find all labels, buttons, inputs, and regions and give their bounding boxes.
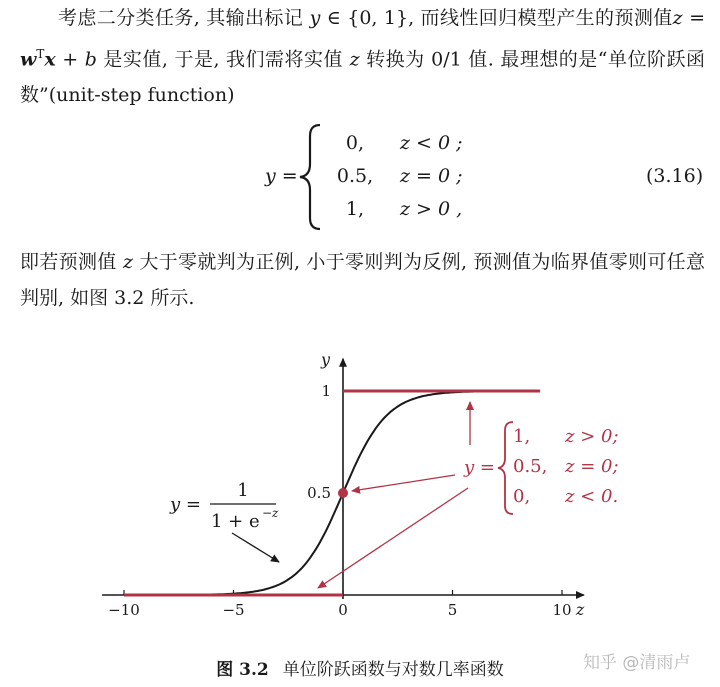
- math-set: ∈ {0, 1}: [320, 7, 409, 29]
- math-z: z: [123, 251, 134, 273]
- text-run: 即若预测值: [20, 251, 123, 273]
- text-run: 考虑二分类任务, 其输出标记: [58, 7, 310, 29]
- sigmoid-formula-denominator: 1 + e: [211, 511, 260, 532]
- x-tick-label: 5: [447, 601, 458, 619]
- text-run: 转换为 0/1 值. 最理想的是“单位阶跃函数”(unit-step function): [20, 48, 705, 107]
- case-value: 0.5,: [336, 165, 374, 187]
- step-case-condition: z > 0;: [565, 426, 619, 447]
- left-brace-icon: [298, 122, 324, 232]
- equation-row: [330, 165, 463, 187]
- math-b: b: [84, 48, 97, 71]
- math-w: w: [20, 48, 37, 71]
- sigmoid-formula-numerator: 1: [237, 480, 249, 501]
- equation-row: [330, 198, 462, 220]
- equation-3-16: [0, 122, 720, 232]
- paragraph-1: [20, 0, 705, 113]
- math-z: z: [349, 48, 360, 71]
- text-run: 大于零就判为正例, 小于零则判为反例, 预测值为临界值零则可任意判别, 如图 3.2 所示.: [20, 251, 705, 309]
- equation-number: (3.16): [646, 165, 704, 187]
- case-value: 1,: [345, 198, 365, 220]
- step-pointer-arrow-lower: [318, 488, 468, 588]
- math-transpose: T: [36, 47, 45, 61]
- math-eq: =: [682, 7, 705, 29]
- watermark: 知乎 @清雨卢: [583, 653, 691, 673]
- sigmoid-formula-lhs: y =: [170, 494, 201, 515]
- equation-row: [330, 132, 463, 154]
- math-z: z: [672, 7, 683, 29]
- math-x: x: [44, 48, 56, 71]
- x-tick-label: 10: [552, 601, 572, 619]
- case-condition: z < 0 ;: [400, 132, 463, 154]
- step-case-value: 0.5,: [513, 456, 548, 477]
- y-tick-label: 1: [321, 382, 331, 400]
- text-run: , 而线性回归模型产生的预测值: [408, 7, 673, 29]
- step-case-value: 0,: [513, 486, 531, 507]
- sigmoid-formula-exponent: −z: [262, 506, 279, 520]
- math-y: y: [309, 7, 321, 29]
- caption-text: 单位阶跃函数与对数几率函数: [282, 660, 504, 680]
- paragraph-2: [20, 244, 705, 316]
- text-run: 是实值, 于是, 我们需将实值: [96, 48, 350, 71]
- step-pointer-arrow-mid: [352, 475, 455, 491]
- math-plus: +: [55, 48, 85, 71]
- x-tick-label: −5: [222, 601, 245, 619]
- case-value: 0,: [345, 132, 365, 154]
- y-axis-label: y: [321, 349, 331, 369]
- step-case-condition: z = 0;: [565, 456, 619, 477]
- x-tick-label: 0: [338, 601, 348, 619]
- step-formula-lhs: y =: [464, 457, 495, 478]
- step-midpoint: [338, 488, 348, 498]
- sigmoid-pointer-arrow: [232, 533, 279, 562]
- caption-label: 图 3.2: [216, 660, 269, 680]
- case-condition: z = 0 ;: [400, 165, 463, 187]
- figure-3-2: [0, 330, 720, 630]
- step-left-brace-icon: [498, 422, 513, 514]
- x-axis-label: z: [575, 600, 585, 619]
- case-condition: z > 0 ,: [400, 198, 463, 220]
- step-case-value: 1,: [513, 426, 531, 447]
- step-case-condition: z < 0.: [565, 486, 619, 507]
- equation-lhs: y =: [265, 165, 298, 187]
- x-tick-label: −10: [108, 601, 140, 619]
- y-tick-label: 0.5: [307, 484, 331, 502]
